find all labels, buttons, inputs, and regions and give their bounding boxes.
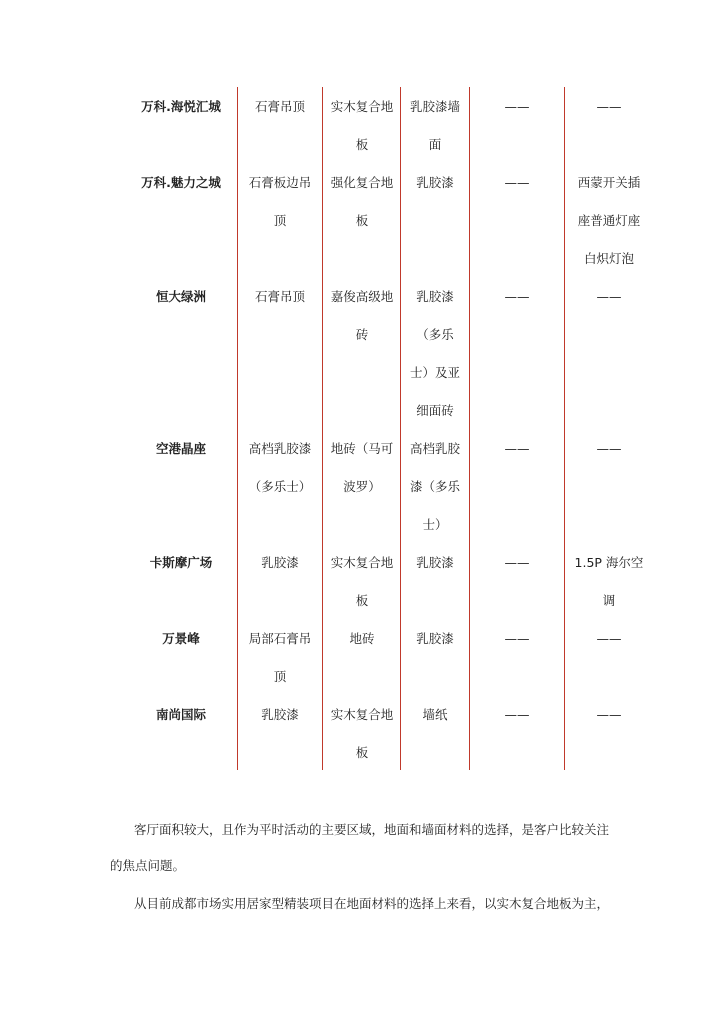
ceiling-material: 石膏吊顶 <box>254 289 305 304</box>
body-paragraph-line: 的焦点问题。 <box>110 858 186 873</box>
project-name: 南尚国际 <box>155 707 206 722</box>
wall-material: 乳胶漆墙 面 <box>409 99 460 152</box>
body-paragraph-line: 从目前成都市场实用居家型精装项目在地面材料的选择上来看，以实木复合地板为主， <box>134 896 610 911</box>
ceiling-material: 乳胶漆 <box>261 555 299 570</box>
floor-material: 强化复合地 板 <box>330 175 394 228</box>
wall-material: 乳胶漆 <box>416 175 454 190</box>
project-name: 恒大绿洲 <box>155 289 206 304</box>
column-6-value: —— <box>596 631 622 646</box>
floor-material: 嘉俊高级地 砖 <box>330 289 394 342</box>
column-5-value: —— <box>504 175 530 190</box>
ceiling-material: 乳胶漆 <box>261 707 299 722</box>
column-6-value: —— <box>596 441 622 456</box>
floor-material: 实木复合地 板 <box>330 555 394 608</box>
project-name: 万科.海悦汇城 <box>141 99 221 114</box>
wall-material: 乳胶漆 （多乐 士）及亚 细面砖 <box>409 289 460 418</box>
column-6-value: —— <box>596 289 622 304</box>
project-name: 万科.魅力之城 <box>141 175 221 190</box>
floor-material: 实木复合地 板 <box>330 707 394 760</box>
column-6-value: —— <box>596 99 622 114</box>
column-5-value: —— <box>504 555 530 570</box>
column-5-value: —— <box>504 707 530 722</box>
project-name: 卡斯摩广场 <box>149 555 213 570</box>
project-name: 空港晶座 <box>155 441 206 456</box>
column-divider <box>564 87 565 770</box>
column-6-value: 西蒙开关插 座普通灯座 白炽灯泡 <box>577 175 641 266</box>
floor-material: 地砖（马可 波罗） <box>330 441 394 494</box>
column-6-value: 1.5P 海尔空 调 <box>574 555 644 608</box>
wall-material: 高档乳胶 漆（多乐 士） <box>409 441 460 532</box>
floor-material: 地砖 <box>349 631 375 646</box>
wall-material: 墙纸 <box>422 707 448 722</box>
column-5-value: —— <box>504 441 530 456</box>
ceiling-material: 石膏板边吊 顶 <box>248 175 312 228</box>
column-5-value: —— <box>504 289 530 304</box>
floor-material: 实木复合地 板 <box>330 99 394 152</box>
ceiling-material: 局部石膏吊 顶 <box>248 631 312 684</box>
ceiling-material: 石膏吊顶 <box>254 99 305 114</box>
body-paragraph-line: 客厅面积较大，且作为平时活动的主要区域，地面和墙面材料的选择，是客户比较关注 <box>134 822 610 837</box>
column-divider <box>322 87 323 770</box>
ceiling-material: 高档乳胶漆 （多乐士） <box>248 441 312 494</box>
column-6-value: —— <box>596 707 622 722</box>
column-divider <box>237 87 238 770</box>
wall-material: 乳胶漆 <box>416 631 454 646</box>
wall-material: 乳胶漆 <box>416 555 454 570</box>
column-divider <box>469 87 470 770</box>
project-name: 万景峰 <box>162 631 200 646</box>
column-5-value: —— <box>504 99 530 114</box>
column-5-value: —— <box>504 631 530 646</box>
column-divider <box>400 87 401 770</box>
